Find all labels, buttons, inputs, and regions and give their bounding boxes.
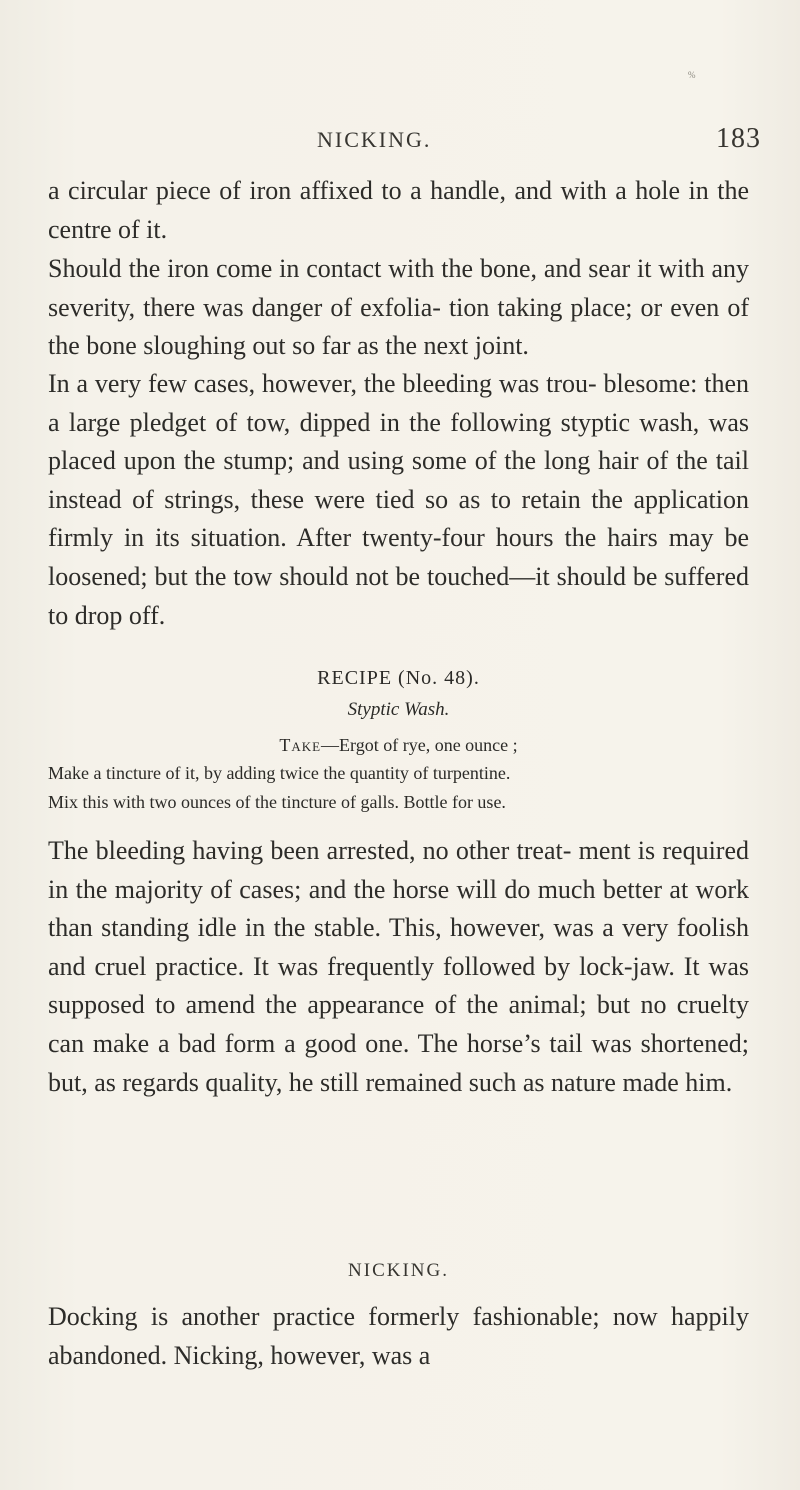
- paragraph-continuation: a circular piece of iron affixed to a handle, and with a hole in the centre of it.: [48, 176, 749, 244]
- recipe-block: [48, 665, 749, 759]
- recipe-subtitle: Styptic Wash.: [347, 699, 450, 720]
- paragraph-iron-contact: Should the iron come in contact with the bone, and sear it with any severity, there was danger of exfolia- tion taking place; or even of the bone sloughing out so far as the next joint.: [48, 254, 749, 361]
- recipe-line-1: Make a tincture of it, by adding twice the quantity of turpentine.: [48, 763, 511, 783]
- recipe-take-word: Take: [279, 735, 322, 755]
- recipe-line-2: Mix this with two ounces of the tincture of galls. Bottle for use.: [48, 792, 506, 812]
- page-header: [0, 123, 800, 173]
- running-head: NICKING.: [317, 127, 432, 152]
- recipe-take-rest: —Ergot of rye, one ounce ;: [321, 735, 518, 755]
- recipe-instructions: [48, 759, 749, 817]
- paragraph-bleeding: In a very few cases, however, the bleeding was trou- blesome: then a large pledget of tow, dipped in the following styptic wash, was placed upon the stump; and using some of the long hair of the tail instead of strings, these were tied so as to retain the application firmly in its situation. After twenty-four hours the hairs may be loosened; but the tow should not be touched—it should be suffered to drop off.: [48, 369, 749, 630]
- paragraph-docking: Docking is another practice formerly fashionable; now happily abandoned. Nicking, however, was a: [48, 1302, 749, 1370]
- recipe-take-line: [48, 731, 749, 759]
- print-mark: %: [688, 70, 696, 80]
- paragraph-treatment: The bleeding having been arrested, no other treat- ment is required in the majority of cases; and the horse will do much better at work than standing idle in the stable. This, however, was a very foolish and cruel practice. It was frequently followed by lock-jaw. It was supposed to amend the appearance of the animal; but no cruelty can make a bad form a good one. The horse’s tail was shortened; but, as regards quality, he still remained such as nature made him.: [48, 836, 749, 1097]
- recipe-title: RECIPE (No. 48).: [317, 667, 480, 689]
- page-number: 183: [716, 123, 761, 154]
- section-heading: NICKING.: [348, 1260, 449, 1281]
